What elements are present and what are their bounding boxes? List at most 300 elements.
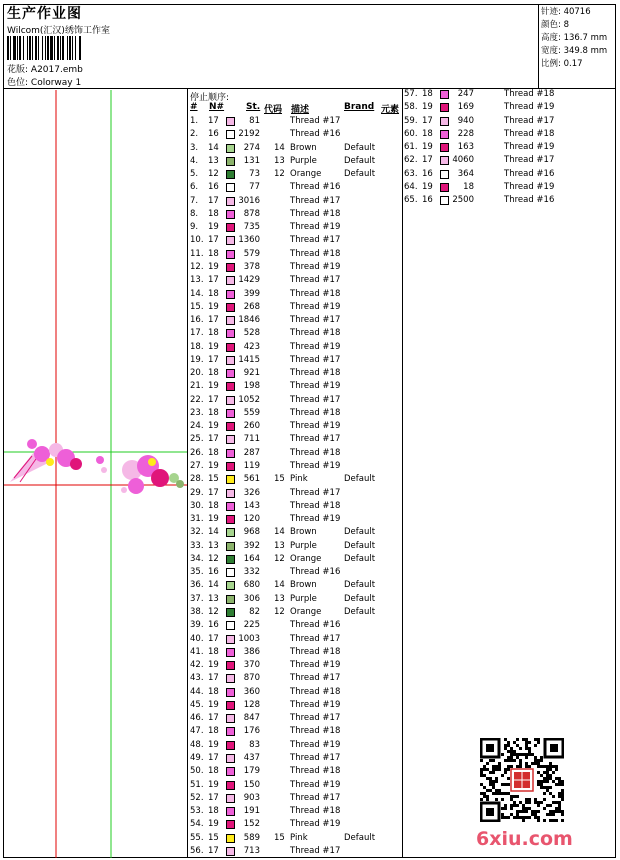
row-description: Thread #17 xyxy=(290,845,341,856)
table-row xyxy=(190,168,400,181)
table-row xyxy=(190,619,400,632)
row-number: 36. xyxy=(190,580,204,591)
row-stitches: 1052 xyxy=(238,394,260,405)
row-description: Thread #18 xyxy=(290,766,341,777)
table-row xyxy=(190,394,400,407)
table-row xyxy=(404,128,614,141)
row-stitches: 423 xyxy=(243,341,260,352)
barcode-icon xyxy=(7,36,113,60)
row-number: 25. xyxy=(190,434,204,445)
row-number: 6. xyxy=(190,182,199,193)
row-brand: Default xyxy=(344,832,376,843)
table-row xyxy=(190,248,400,261)
row-stitches: 268 xyxy=(243,301,260,312)
table-row xyxy=(190,288,400,301)
row-stitches: 143 xyxy=(243,500,260,511)
row-stitches: 399 xyxy=(243,288,260,299)
row-stitches: 713 xyxy=(243,845,260,856)
row-stitches: 82 xyxy=(249,606,260,617)
row-stitches: 191 xyxy=(243,806,260,817)
row-number: 19. xyxy=(190,354,204,365)
row-needle: 17 xyxy=(208,713,219,724)
color-swatch xyxy=(226,435,235,444)
color-swatch xyxy=(226,648,235,657)
color-swatch xyxy=(226,449,235,458)
color-swatch xyxy=(226,197,235,206)
row-description: Thread #18 xyxy=(290,646,341,657)
row-needle: 17 xyxy=(208,845,219,856)
row-stitches: 1003 xyxy=(238,633,260,644)
row-number: 5. xyxy=(190,169,199,180)
color-swatch xyxy=(226,210,235,219)
row-stitches: 3016 xyxy=(238,195,260,206)
row-number: 32. xyxy=(190,527,204,538)
colorway-label: 色位: xyxy=(7,78,29,88)
color-swatch xyxy=(226,290,235,299)
table-row xyxy=(190,433,400,446)
row-description: Thread #19 xyxy=(504,181,555,192)
row-stitches: 164 xyxy=(243,553,260,564)
table-row xyxy=(190,553,400,566)
row-description: Thread #19 xyxy=(290,261,341,272)
row-number: 30. xyxy=(190,500,204,511)
row-description: Thread #17 xyxy=(290,394,341,405)
row-needle: 18 xyxy=(208,407,219,418)
row-description: Thread #16 xyxy=(290,620,341,631)
color-swatch xyxy=(226,396,235,405)
table-row xyxy=(404,168,614,181)
table-row xyxy=(190,155,400,168)
table-row xyxy=(190,593,400,606)
row-number: 15. xyxy=(190,301,204,312)
row-code: 14 xyxy=(274,142,285,153)
table-row xyxy=(190,128,400,141)
row-stitches: 18 xyxy=(463,181,474,192)
row-needle: 17 xyxy=(208,116,219,126)
row-number: 2. xyxy=(190,129,199,140)
row-needle: 18 xyxy=(208,500,219,511)
table-row xyxy=(190,314,400,327)
row-brand: Default xyxy=(344,606,376,617)
row-stitches: 306 xyxy=(243,593,260,604)
row-stitches: 260 xyxy=(243,421,260,432)
color-swatch xyxy=(226,409,235,418)
row-code: 15 xyxy=(274,474,285,485)
row-description: Thread #19 xyxy=(290,699,341,710)
row-number: 47. xyxy=(190,726,204,737)
row-number: 39. xyxy=(190,620,204,631)
row-number: 63. xyxy=(404,168,418,179)
row-description: Thread #19 xyxy=(290,514,341,525)
row-number: 10. xyxy=(190,235,204,246)
row-description: Thread #17 xyxy=(290,275,341,286)
row-needle: 12 xyxy=(208,169,219,180)
row-number: 35. xyxy=(190,567,204,578)
row-stitches: 332 xyxy=(243,567,260,578)
row-number: 44. xyxy=(190,686,204,697)
row-number: 59. xyxy=(404,115,418,126)
row-needle: 12 xyxy=(208,606,219,617)
row-number: 53. xyxy=(190,806,204,817)
color-swatch xyxy=(226,661,235,670)
color-swatch xyxy=(226,794,235,803)
stat-scale: 比例: 0.17 xyxy=(541,59,583,69)
row-description: Brown xyxy=(290,142,317,153)
table-row xyxy=(190,739,400,752)
row-number: 51. xyxy=(190,779,204,790)
row-number: 62. xyxy=(404,155,418,166)
column-divider xyxy=(402,88,403,858)
table-row xyxy=(190,779,400,792)
row-needle: 19 xyxy=(208,222,219,233)
row-needle: 18 xyxy=(208,766,219,777)
row-needle: 19 xyxy=(422,102,433,113)
color-swatch xyxy=(440,143,449,152)
row-needle: 19 xyxy=(208,660,219,671)
table-row xyxy=(190,487,400,500)
row-number: 49. xyxy=(190,752,204,763)
color-swatch xyxy=(226,781,235,790)
row-needle: 17 xyxy=(208,195,219,206)
row-needle: 15 xyxy=(208,474,219,485)
row-description: Thread #17 xyxy=(290,315,341,326)
row-needle: 19 xyxy=(208,739,219,750)
row-number: 54. xyxy=(190,819,204,830)
row-description: Thread #19 xyxy=(290,461,341,472)
row-description: Thread #17 xyxy=(504,115,555,126)
row-description: Thread #16 xyxy=(290,182,341,193)
row-needle: 14 xyxy=(208,142,219,153)
row-needle: 16 xyxy=(208,182,219,193)
table-row xyxy=(190,221,400,234)
row-number: 7. xyxy=(190,195,199,206)
row-stitches: 131 xyxy=(243,155,260,166)
table-row xyxy=(190,699,400,712)
row-description: Thread #19 xyxy=(290,222,341,233)
row-stitches: 326 xyxy=(243,487,260,498)
row-description: Thread #17 xyxy=(290,434,341,445)
row-stitches: 83 xyxy=(249,739,260,750)
row-brand: Default xyxy=(344,580,376,591)
row-number: 45. xyxy=(190,699,204,710)
row-number: 38. xyxy=(190,606,204,617)
row-code: 15 xyxy=(274,832,285,843)
row-number: 14. xyxy=(190,288,204,299)
row-needle: 17 xyxy=(208,673,219,684)
stop-sequence-title: 停止顺序: xyxy=(190,93,230,103)
stat-height: 高度: 136.7 mm xyxy=(541,33,608,43)
color-swatch xyxy=(440,196,449,205)
row-stitches: 378 xyxy=(243,261,260,272)
table-row xyxy=(404,141,614,154)
row-brand: Default xyxy=(344,142,376,153)
row-stitches: 680 xyxy=(243,580,260,591)
left-fan-motif xyxy=(10,439,107,482)
color-swatch xyxy=(226,170,235,179)
header-element: 元素 xyxy=(381,105,400,115)
row-number: 43. xyxy=(190,673,204,684)
row-number: 48. xyxy=(190,739,204,750)
row-needle: 19 xyxy=(208,261,219,272)
row-description: Orange xyxy=(290,169,322,180)
color-swatch xyxy=(226,382,235,391)
row-description: Thread #19 xyxy=(290,341,341,352)
color-swatch xyxy=(226,343,235,352)
table-row xyxy=(190,606,400,619)
row-stitches: 120 xyxy=(243,514,260,525)
row-number: 1. xyxy=(190,116,199,126)
row-needle: 13 xyxy=(208,155,219,166)
row-number: 29. xyxy=(190,487,204,498)
row-stitches: 2500 xyxy=(452,195,474,206)
row-needle: 19 xyxy=(208,514,219,525)
table-row xyxy=(404,115,614,128)
row-stitches: 2192 xyxy=(238,129,260,140)
color-swatch xyxy=(226,767,235,776)
row-stitches: 589 xyxy=(243,832,260,843)
row-needle: 13 xyxy=(208,540,219,551)
table-row xyxy=(404,154,614,167)
row-stitches: 119 xyxy=(243,461,260,472)
table-row xyxy=(190,407,400,420)
row-description: Thread #18 xyxy=(290,447,341,458)
colorway-info xyxy=(7,75,81,88)
row-description: Thread #17 xyxy=(290,116,341,126)
color-swatch xyxy=(440,103,449,112)
row-number: 33. xyxy=(190,540,204,551)
table-row xyxy=(190,380,400,393)
row-needle: 17 xyxy=(208,394,219,405)
row-stitches: 228 xyxy=(457,128,474,139)
table-row xyxy=(190,327,400,340)
row-stitches: 169 xyxy=(457,102,474,113)
header-stitches: St. xyxy=(246,102,261,112)
row-code: 13 xyxy=(274,593,285,604)
row-stitches: 163 xyxy=(457,142,474,153)
row-needle: 18 xyxy=(208,288,219,299)
row-stitches: 528 xyxy=(243,328,260,339)
row-stitches: 1360 xyxy=(238,235,260,246)
table-row xyxy=(190,195,400,208)
row-description: Thread #18 xyxy=(290,248,341,259)
color-swatch xyxy=(226,183,235,192)
row-stitches: 392 xyxy=(243,540,260,551)
table-row xyxy=(190,805,400,818)
row-description: Thread #17 xyxy=(290,354,341,365)
row-description: Thread #16 xyxy=(290,129,341,140)
row-needle: 18 xyxy=(208,646,219,657)
color-swatch xyxy=(226,475,235,484)
color-swatch xyxy=(226,502,235,511)
color-swatch xyxy=(226,356,235,365)
color-swatch xyxy=(226,528,235,537)
color-swatch xyxy=(226,621,235,630)
table-row xyxy=(190,513,400,526)
row-number: 8. xyxy=(190,208,199,219)
stats-divider xyxy=(538,4,539,88)
header-description: 描述 xyxy=(291,105,310,115)
table-row xyxy=(190,832,400,845)
right-peony-motif xyxy=(121,455,184,494)
row-needle: 17 xyxy=(208,315,219,326)
row-description: Thread #18 xyxy=(290,726,341,737)
header-brand: Brand xyxy=(344,102,375,112)
row-stitches: 152 xyxy=(243,819,260,830)
table-row xyxy=(190,818,400,831)
row-stitches: 225 xyxy=(243,620,260,631)
design-label: 花版: xyxy=(7,65,29,75)
row-code: 12 xyxy=(274,169,285,180)
color-swatch xyxy=(440,170,449,179)
header-num: # xyxy=(190,102,198,112)
row-needle: 18 xyxy=(422,128,433,139)
row-number: 57. xyxy=(404,89,418,99)
stat-stitches: 针迹: 40716 xyxy=(541,7,591,17)
row-brand: Default xyxy=(344,593,376,604)
color-swatch xyxy=(226,223,235,232)
color-swatch xyxy=(226,130,235,139)
table-row xyxy=(190,301,400,314)
row-needle: 17 xyxy=(208,633,219,644)
row-code: 12 xyxy=(274,606,285,617)
row-number: 12. xyxy=(190,261,204,272)
color-swatch xyxy=(226,581,235,590)
color-swatch xyxy=(226,555,235,564)
row-description: Thread #19 xyxy=(290,421,341,432)
row-stitches: 73 xyxy=(249,169,260,180)
table-row xyxy=(190,341,400,354)
row-number: 61. xyxy=(404,142,418,153)
row-description: Thread #16 xyxy=(504,195,555,206)
row-description: Thread #19 xyxy=(504,142,555,153)
color-swatch xyxy=(226,834,235,843)
row-needle: 18 xyxy=(208,328,219,339)
row-description: Thread #18 xyxy=(290,407,341,418)
design-info xyxy=(7,62,83,75)
row-needle: 19 xyxy=(208,421,219,432)
color-swatch xyxy=(226,714,235,723)
table-row xyxy=(190,115,400,128)
row-stitches: 179 xyxy=(243,766,260,777)
table-row xyxy=(190,142,400,155)
row-stitches: 1415 xyxy=(238,354,260,365)
row-stitches: 274 xyxy=(243,142,260,153)
row-description: Thread #17 xyxy=(290,713,341,724)
row-stitches: 968 xyxy=(243,527,260,538)
row-needle: 17 xyxy=(208,487,219,498)
row-needle: 18 xyxy=(422,89,433,99)
row-needle: 18 xyxy=(208,806,219,817)
table-row xyxy=(190,274,400,287)
row-stitches: 370 xyxy=(243,660,260,671)
row-stitches: 878 xyxy=(243,208,260,219)
row-description: Thread #17 xyxy=(290,673,341,684)
row-number: 31. xyxy=(190,514,204,525)
row-number: 4. xyxy=(190,155,199,166)
header-code: 代码 xyxy=(264,105,283,115)
row-number: 22. xyxy=(190,394,204,405)
row-description: Orange xyxy=(290,606,322,617)
color-swatch xyxy=(226,489,235,498)
row-needle: 16 xyxy=(208,129,219,140)
table-row xyxy=(404,101,614,114)
row-needle: 14 xyxy=(208,527,219,538)
table-row xyxy=(190,181,400,194)
row-description: Pink xyxy=(290,474,308,485)
row-stitches: 579 xyxy=(243,248,260,259)
row-number: 3. xyxy=(190,142,199,153)
row-needle: 18 xyxy=(208,686,219,697)
row-needle: 17 xyxy=(208,792,219,803)
row-code: 13 xyxy=(274,155,285,166)
row-needle: 17 xyxy=(422,115,433,126)
row-number: 46. xyxy=(190,713,204,724)
row-description: Thread #16 xyxy=(290,567,341,578)
row-brand: Default xyxy=(344,527,376,538)
row-needle: 18 xyxy=(208,208,219,219)
row-description: Thread #18 xyxy=(290,208,341,219)
row-stitches: 847 xyxy=(243,713,260,724)
row-stitches: 81 xyxy=(249,116,260,126)
table-row xyxy=(190,566,400,579)
row-needle: 19 xyxy=(208,779,219,790)
color-swatch xyxy=(226,635,235,644)
row-number: 65. xyxy=(404,195,418,206)
row-stitches: 559 xyxy=(243,407,260,418)
row-needle: 18 xyxy=(208,726,219,737)
watermark-text: 6xiu.com xyxy=(476,828,573,850)
table-row xyxy=(190,261,400,274)
color-swatch xyxy=(226,847,235,856)
row-needle: 16 xyxy=(422,195,433,206)
row-description: Thread #18 xyxy=(290,806,341,817)
row-description: Thread #19 xyxy=(290,660,341,671)
table-row xyxy=(190,234,400,247)
row-needle: 16 xyxy=(208,620,219,631)
table-row xyxy=(190,765,400,778)
color-swatch xyxy=(226,820,235,829)
table-row xyxy=(190,473,400,486)
row-stitches: 77 xyxy=(249,182,260,193)
row-needle: 19 xyxy=(208,381,219,392)
color-swatch xyxy=(226,117,235,126)
row-stitches: 1846 xyxy=(238,315,260,326)
row-description: Thread #18 xyxy=(504,128,555,139)
color-swatch xyxy=(226,608,235,617)
row-needle: 18 xyxy=(208,447,219,458)
row-number: 27. xyxy=(190,461,204,472)
row-number: 34. xyxy=(190,553,204,564)
color-swatch xyxy=(226,329,235,338)
table-row xyxy=(190,579,400,592)
row-code: 14 xyxy=(274,580,285,591)
row-description: Thread #19 xyxy=(290,739,341,750)
color-swatch xyxy=(226,754,235,763)
row-needle: 19 xyxy=(422,181,433,192)
row-stitches: 386 xyxy=(243,646,260,657)
color-swatch xyxy=(226,515,235,524)
row-description: Thread #18 xyxy=(290,368,341,379)
row-description: Thread #19 xyxy=(290,779,341,790)
color-swatch xyxy=(440,130,449,139)
table-row xyxy=(190,845,400,858)
row-needle: 17 xyxy=(422,155,433,166)
row-description: Thread #18 xyxy=(290,686,341,697)
row-description: Purple xyxy=(290,540,317,551)
row-description: Thread #19 xyxy=(290,301,341,312)
row-number: 11. xyxy=(190,248,204,259)
color-swatch xyxy=(440,117,449,126)
